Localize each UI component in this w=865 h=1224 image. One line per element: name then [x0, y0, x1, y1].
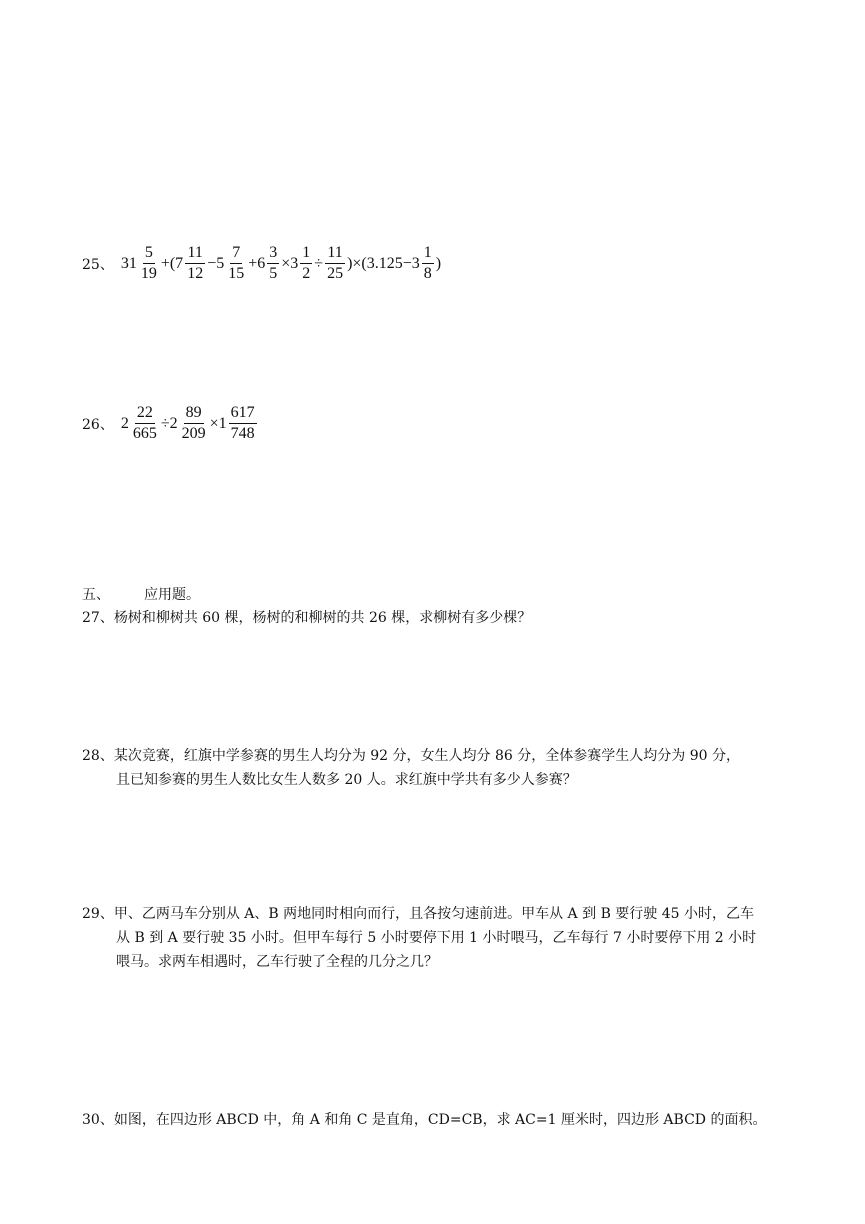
- problem-27: 27、杨树和柳树共 60 棵，杨树的和柳树的共 26 棵，求柳树有多少棵？: [82, 610, 532, 626]
- fraction: $\frac{1}{2}$: [302, 244, 311, 282]
- problem-number: 25、: [82, 256, 114, 273]
- operator: −5: [207, 254, 225, 272]
- section-heading: [82, 586, 200, 604]
- operator: ): [435, 254, 442, 272]
- whole-part: 2: [120, 414, 129, 432]
- problem-30: 30、如图，在四边形 ABCD 中，角 A 和角 C 是直角，CD=CB，求 AC=1 厘米时，四边形 ABCD 的面积。: [82, 1112, 767, 1128]
- problem-29-line-3: 喂马。求两车相遇时，乙车行驶了全程的几分之几？: [116, 954, 438, 970]
- operator: +(7: [160, 254, 184, 272]
- fraction: $\frac{3}{5}$: [269, 244, 278, 282]
- problem-28-line-1: 28、某次竞赛，红旗中学参赛的男生人均分为 92 分，女生人均分 86 分，全体参赛学生人均分为 90 分，: [82, 748, 740, 764]
- operator: ÷: [314, 254, 324, 272]
- problem-25: [82, 243, 442, 284]
- problem-number: 26、: [82, 416, 114, 433]
- whole-part: 31: [120, 254, 137, 272]
- fraction: $\frac{11}{25}$: [327, 244, 344, 282]
- operator: ÷2: [160, 414, 178, 432]
- fraction: $\frac{5}{19}$: [140, 244, 157, 282]
- fraction: $\frac{617}{748}$: [230, 404, 255, 442]
- section-title: 应用题。: [144, 587, 200, 603]
- fraction: $\frac{11}{12}$: [187, 244, 204, 282]
- problem-28-line-2: 且已知参赛的男生人数比女生人数多 20 人。求红旗中学共有多少人参赛？: [116, 772, 577, 788]
- operator: +6: [248, 254, 266, 272]
- problem-26: [82, 403, 258, 444]
- operator: ×3: [281, 254, 299, 272]
- fraction: $\frac{89}{209}$: [181, 404, 206, 442]
- fraction: $\frac{22}{665}$: [132, 404, 157, 442]
- fraction: $\frac{7}{15}$: [228, 244, 245, 282]
- section-label: 五、: [82, 587, 110, 603]
- operator: ×1: [209, 414, 227, 432]
- problem-29-line-1: 29、甲、乙两马车分别从 A、B 两地同时相向而行，且各按匀速前进。甲车从 A 到 B 要行驶 45 小时，乙车: [82, 906, 755, 922]
- problem-29-line-2: 从 B 到 A 要行驶 35 小时。但甲车每行 5 小时要停下用 1 小时喂马，乙车每行 7 小时要停下用 2 小时: [116, 930, 757, 946]
- operator: )×(3.125−3: [347, 254, 420, 272]
- fraction: $\frac{1}{8}$: [423, 244, 432, 282]
